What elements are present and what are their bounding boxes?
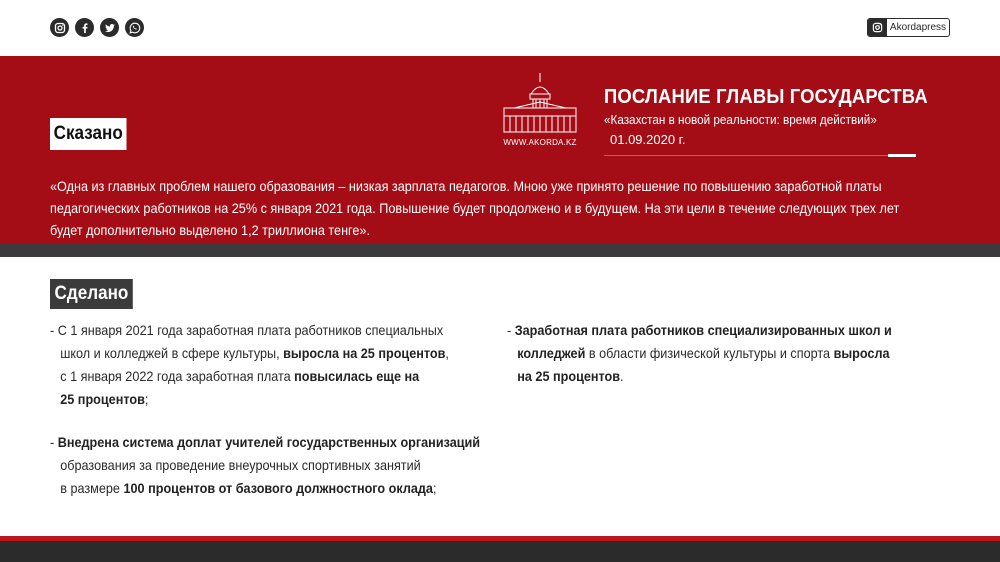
item-line xyxy=(50,431,480,454)
item-text: школ и колледжей в сфере культуры, xyxy=(60,346,284,361)
item-line xyxy=(50,342,449,365)
akorda-palace-logo xyxy=(500,72,580,134)
instagram-account-tag[interactable] xyxy=(867,18,950,37)
bottom-dark-bar xyxy=(0,541,1000,562)
done-item-sports xyxy=(507,319,921,388)
item-highlight: 25 процентов xyxy=(60,392,145,407)
item-highlight: колледжей xyxy=(517,346,586,361)
instagram-icon xyxy=(868,18,887,37)
social-icons xyxy=(50,18,144,37)
item-text: в размере xyxy=(60,481,124,496)
item-text: образования за проведение внеурочных спортивных занятий xyxy=(60,458,421,473)
item-text: - xyxy=(507,323,515,338)
site-url: WWW.AKORDA.KZ xyxy=(503,138,577,147)
item-line xyxy=(507,365,892,388)
item-highlight: 100 процентов от базового должностного оклада xyxy=(123,481,433,496)
item-highlight: повысилась еще на xyxy=(294,369,420,384)
said-quote xyxy=(50,176,950,242)
item-highlight: Внедрена система доплат учителей государственных организаций xyxy=(57,435,481,450)
item-highlight: Заработная плата работников специализированных школ и xyxy=(514,323,892,338)
header-divider-accent xyxy=(888,154,916,157)
done-heading: Сделано xyxy=(50,279,133,309)
message-date: 01.09.2020 г. xyxy=(610,132,686,147)
item-text: ; xyxy=(144,392,149,407)
item-highlight: выросла xyxy=(833,346,890,361)
message-title: ПОСЛАНИЕ ГЛАВЫ ГОСУДАРСТВА xyxy=(604,86,928,108)
header-divider xyxy=(604,155,916,156)
quote-line: «Одна из главных проблем нашего образования – низкая зарплата педагогов. Мною уже принято решение по повышению заработной платы xyxy=(50,179,882,194)
item-text: в области физической культуры и спорта xyxy=(585,346,834,361)
message-subtitle: «Казахстан в новой реальности: время действий» xyxy=(604,112,877,127)
account-name: Akordapress xyxy=(889,22,947,33)
item-text: , xyxy=(445,346,449,361)
item-line xyxy=(50,365,449,388)
item-line xyxy=(50,454,480,477)
item-text: - С 1 января 2021 года заработная плата работников специальных xyxy=(50,323,444,338)
item-text: - xyxy=(50,435,58,450)
twitter-icon[interactable] xyxy=(100,18,119,37)
item-line xyxy=(50,477,480,500)
item-line xyxy=(50,388,449,411)
said-heading: Сказано xyxy=(50,118,126,150)
item-text: с 1 января 2022 года заработная плата xyxy=(60,369,295,384)
item-line xyxy=(507,319,892,342)
section-separator xyxy=(0,243,1000,257)
quote-line: педагогических работников на 25% с января 2021 года. Повышение будет продолжено и в будущем. На эти цели в течение следующих трех лет xyxy=(50,201,900,216)
facebook-icon[interactable] xyxy=(75,18,94,37)
done-item-bonus xyxy=(50,431,512,500)
item-highlight: на 25 процентов xyxy=(517,369,621,384)
done-item-culture xyxy=(50,319,479,411)
whatsapp-icon[interactable] xyxy=(125,18,144,37)
item-line xyxy=(50,319,449,342)
top-bar xyxy=(0,0,1000,56)
item-highlight: выросла на 25 процентов xyxy=(283,346,446,361)
item-text: ; xyxy=(432,481,437,496)
item-text: . xyxy=(620,369,624,384)
instagram-icon[interactable] xyxy=(50,18,69,37)
quote-line: будет дополнительно выделено 1,2 триллиона тенге». xyxy=(50,223,370,238)
item-line xyxy=(507,342,892,365)
